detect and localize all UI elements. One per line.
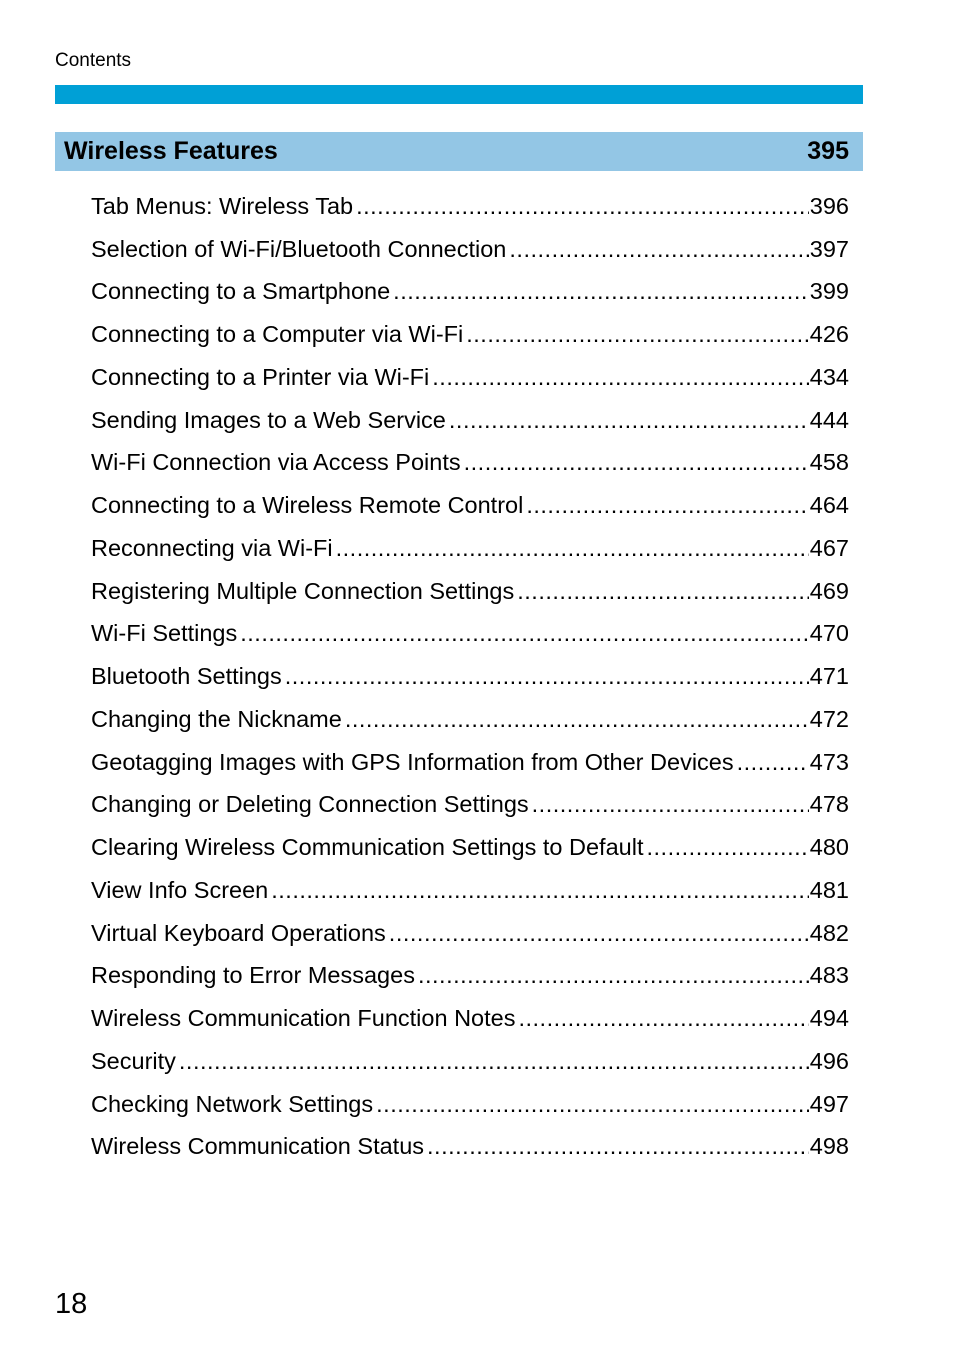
dot-leader: [532, 791, 809, 818]
toc-entry-page: 396: [809, 192, 849, 219]
toc-entry-title: Checking Network Settings: [91, 1090, 374, 1117]
dot-leader: [336, 535, 809, 562]
toc-entry[interactable]: [91, 698, 849, 741]
toc-entry-title: Geotagging Images with GPS Information from Other Devices: [91, 748, 734, 775]
toc-entry-title: Reconnecting via Wi-Fi: [91, 534, 333, 561]
toc-entry[interactable]: [91, 826, 849, 869]
dot-leader: [418, 962, 809, 989]
toc-entry[interactable]: [91, 228, 849, 271]
toc-entry-title: Wireless Communication Function Notes: [91, 1005, 516, 1032]
dot-leader: [432, 364, 809, 391]
section-header[interactable]: [55, 132, 863, 171]
toc-entry-title: Connecting to a Smartphone: [91, 278, 391, 305]
toc-entry[interactable]: [91, 655, 849, 698]
toc-entry-page: 434: [809, 363, 849, 390]
toc-entry-title: View Info Screen: [91, 876, 269, 903]
toc-entry-title: Connecting to a Computer via Wi-Fi: [91, 321, 464, 348]
dot-leader: [526, 492, 808, 519]
dot-leader: [449, 407, 809, 434]
toc-entry[interactable]: [91, 399, 849, 442]
toc-entry[interactable]: [91, 527, 849, 570]
toc-entry-title: Security: [91, 1047, 176, 1074]
dot-leader: [737, 749, 809, 776]
dot-leader: [356, 193, 809, 220]
dot-leader: [345, 706, 809, 733]
toc-entry-page: 470: [809, 620, 849, 647]
toc-entry-page: 494: [809, 1005, 849, 1032]
toc-entry-title: Registering Multiple Connection Settings: [91, 577, 515, 604]
toc-entry[interactable]: [91, 484, 849, 527]
toc-entry[interactable]: [91, 741, 849, 784]
toc-entry[interactable]: [91, 997, 849, 1040]
toc-entry[interactable]: [91, 356, 849, 399]
toc-entry-page: 467: [809, 534, 849, 561]
dot-leader: [271, 877, 809, 904]
toc-entry-title: Tab Menus: Wireless Tab: [91, 192, 354, 219]
toc-entry-title: Wireless Communication Status: [91, 1133, 425, 1160]
toc-entry-page: 464: [809, 492, 849, 519]
toc-entry-title: Virtual Keyboard Operations: [91, 919, 386, 946]
section-title: Wireless Features: [64, 137, 278, 165]
top-accent-bar: [55, 85, 863, 104]
toc-entry-page: 498: [809, 1133, 849, 1160]
dot-leader: [389, 920, 809, 947]
toc-entry[interactable]: [91, 869, 849, 912]
toc-entry-page: 426: [809, 321, 849, 348]
toc-entry-title: Sending Images to a Web Service: [91, 406, 446, 433]
page-number: 18: [55, 1288, 88, 1320]
section-page-number: 395: [807, 137, 849, 165]
toc-entry-page: 444: [809, 406, 849, 433]
toc-entry-title: Selection of Wi-Fi/Bluetooth Connection: [91, 235, 507, 262]
dot-leader: [517, 578, 809, 605]
toc-entry[interactable]: [91, 185, 849, 228]
toc-entry-page: 483: [809, 962, 849, 989]
toc-entry[interactable]: [91, 570, 849, 613]
toc-entry[interactable]: [91, 784, 849, 827]
toc-entry[interactable]: [91, 912, 849, 955]
toc-entry-page: 471: [809, 663, 849, 690]
toc-entry[interactable]: [91, 1083, 849, 1126]
toc-entry[interactable]: [91, 613, 849, 656]
toc-entry-page: 478: [809, 791, 849, 818]
toc-list: [91, 185, 849, 1168]
toc-entry-title: Changing the Nickname: [91, 705, 342, 732]
toc-entry[interactable]: [91, 955, 849, 998]
dot-leader: [179, 1048, 809, 1075]
toc-entry-page: 473: [809, 748, 849, 775]
dot-leader: [376, 1091, 809, 1118]
dot-leader: [464, 449, 809, 476]
toc-entry-page: 480: [809, 834, 849, 861]
dot-leader: [285, 663, 809, 690]
toc-entry-title: Connecting to a Printer via Wi-Fi: [91, 363, 430, 390]
toc-entry-page: 397: [809, 235, 849, 262]
toc-entry-title: Wi-Fi Connection via Access Points: [91, 449, 461, 476]
dot-leader: [466, 321, 809, 348]
dot-leader: [427, 1133, 809, 1160]
dot-leader: [240, 620, 809, 647]
dot-leader: [393, 278, 809, 305]
toc-entry-page: 458: [809, 449, 849, 476]
toc-entry-title: Connecting to a Wireless Remote Control: [91, 492, 524, 519]
toc-entry-page: 497: [809, 1090, 849, 1117]
toc-entry-title: Wi-Fi Settings: [91, 620, 238, 647]
toc-entry-page: 469: [809, 577, 849, 604]
dot-leader: [509, 236, 808, 263]
running-head: Contents: [55, 50, 132, 71]
toc-entry-title: Responding to Error Messages: [91, 962, 415, 989]
toc-entry[interactable]: [91, 1126, 849, 1169]
toc-entry-page: 482: [809, 919, 849, 946]
toc-entry-title: Changing or Deleting Connection Settings: [91, 791, 529, 818]
toc-entry-page: 496: [809, 1047, 849, 1074]
toc-entry-page: 481: [809, 876, 849, 903]
toc-entry-title: Bluetooth Settings: [91, 663, 282, 690]
toc-entry[interactable]: [91, 313, 849, 356]
toc-entry-page: 472: [809, 705, 849, 732]
dot-leader: [646, 834, 808, 861]
dot-leader: [518, 1005, 808, 1032]
toc-entry[interactable]: [91, 442, 849, 485]
toc-entry[interactable]: [91, 271, 849, 314]
toc-entry-title: Clearing Wireless Communication Settings to Default: [91, 834, 644, 861]
toc-entry-page: 399: [809, 278, 849, 305]
toc-entry[interactable]: [91, 1040, 849, 1083]
